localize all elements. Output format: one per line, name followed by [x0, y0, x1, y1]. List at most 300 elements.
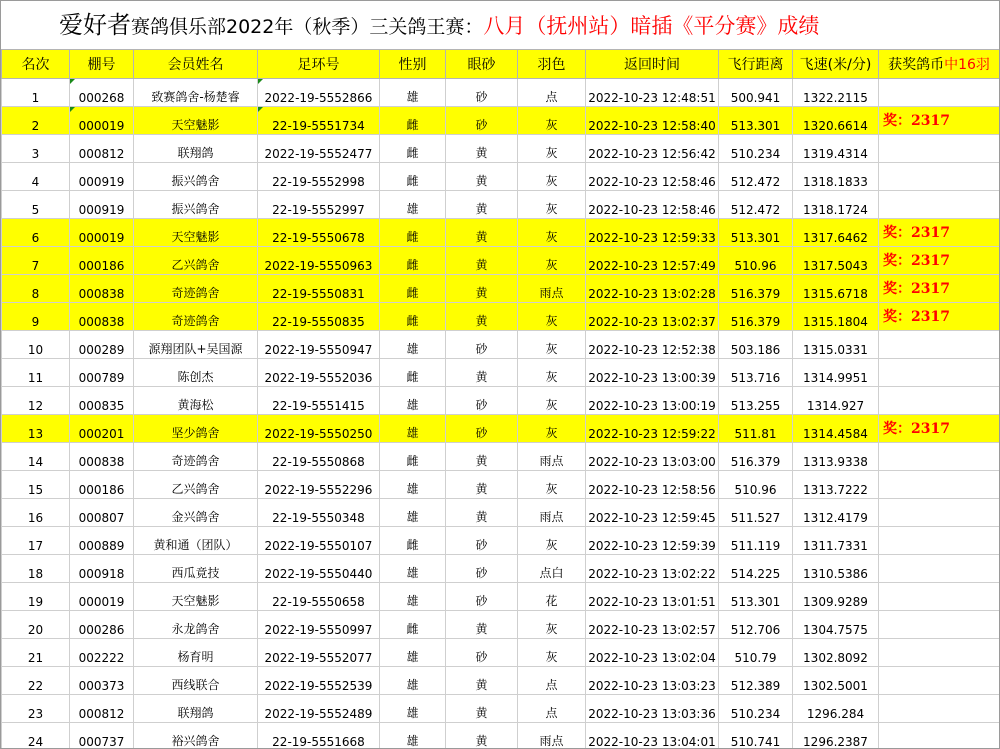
table-row — [2, 135, 1000, 163]
table-row — [2, 667, 1000, 695]
cell-rank: 20 — [2, 611, 70, 639]
cell-award — [879, 443, 1000, 471]
cell-return-time: 2022-10-23 13:00:19 — [586, 387, 719, 415]
cell-distance: 512.389 — [719, 667, 793, 695]
table-row — [2, 387, 1000, 415]
cell-member: 西线联合 — [134, 667, 258, 695]
cell-speed: 1315.6718 — [793, 275, 879, 303]
cell-speed: 1310.5386 — [793, 555, 879, 583]
cell-member: 奇迹鸽舍 — [134, 275, 258, 303]
cell-feather: 灰 — [518, 191, 586, 219]
cell-ring: 2022-19-5552036 — [258, 359, 380, 387]
header-sex: 性别 — [380, 50, 446, 79]
cell-member: 坚少鸽舍 — [134, 415, 258, 443]
cell-return-time: 2022-10-23 13:02:04 — [586, 639, 719, 667]
cell-distance: 516.379 — [719, 443, 793, 471]
header-speed: 飞速(米/分) — [793, 50, 879, 79]
cell-award: 奖：2317 — [879, 247, 1000, 275]
cell-ring: 22-19-5551668 — [258, 723, 380, 749]
cell-member: 金兴鸽舍 — [134, 499, 258, 527]
cell-award — [879, 135, 1000, 163]
cell-member: 天空魅影 — [134, 583, 258, 611]
cell-rank: 7 — [2, 247, 70, 275]
cell-ring: 2022-19-5550107 — [258, 527, 380, 555]
cell-speed: 1296.284 — [793, 695, 879, 723]
cell-sex: 雄 — [380, 471, 446, 499]
cell-sex: 雄 — [380, 415, 446, 443]
cell-ring: 2022-19-5552489 — [258, 695, 380, 723]
cell-ring: 22-19-5551734 — [258, 107, 380, 135]
cell-member: 奇迹鸽舍 — [134, 443, 258, 471]
cell-member: 裕兴鸽舍 — [134, 723, 258, 749]
cell-eye: 砂 — [446, 79, 518, 107]
cell-award — [879, 723, 1000, 749]
cell-award — [879, 667, 1000, 695]
cell-feather: 灰 — [518, 639, 586, 667]
cell-distance: 510.234 — [719, 695, 793, 723]
cell-ring: 22-19-5552997 — [258, 191, 380, 219]
cell-member: 联翔鸽 — [134, 135, 258, 163]
cell-distance: 516.379 — [719, 275, 793, 303]
table-row — [2, 611, 1000, 639]
cell-ring: 2022-19-5550440 — [258, 555, 380, 583]
table-row — [2, 79, 1000, 107]
cell-sex: 雄 — [380, 695, 446, 723]
cell-ring: 22-19-5550831 — [258, 275, 380, 303]
cell-member: 乙兴鸽舍 — [134, 471, 258, 499]
cell-ring: 2022-19-5552296 — [258, 471, 380, 499]
cell-feather: 灰 — [518, 415, 586, 443]
cell-member: 振兴鸽舍 — [134, 163, 258, 191]
cell-shed: 000807 — [70, 499, 134, 527]
cell-ring: 2022-19-5552477 — [258, 135, 380, 163]
cell-shed: 000019 — [70, 583, 134, 611]
table-row — [2, 163, 1000, 191]
cell-sex: 雌 — [380, 527, 446, 555]
cell-shed: 002222 — [70, 639, 134, 667]
cell-sex: 雄 — [380, 667, 446, 695]
cell-rank: 24 — [2, 723, 70, 749]
cell-distance: 513.301 — [719, 107, 793, 135]
cell-shed: 000919 — [70, 163, 134, 191]
cell-distance: 510.96 — [719, 247, 793, 275]
cell-speed: 1302.8092 — [793, 639, 879, 667]
cell-return-time: 2022-10-23 12:58:40 — [586, 107, 719, 135]
cell-member: 黄海松 — [134, 387, 258, 415]
table-row — [2, 443, 1000, 471]
cell-speed: 1312.4179 — [793, 499, 879, 527]
cell-eye: 黄 — [446, 135, 518, 163]
cell-shed: 000889 — [70, 527, 134, 555]
cell-rank: 13 — [2, 415, 70, 443]
cell-award — [879, 583, 1000, 611]
cell-return-time: 2022-10-23 12:59:22 — [586, 415, 719, 443]
cell-award — [879, 359, 1000, 387]
table-row — [2, 583, 1000, 611]
cell-member: 源翔团队+吴国源 — [134, 331, 258, 359]
cell-feather: 灰 — [518, 527, 586, 555]
cell-rank: 14 — [2, 443, 70, 471]
cell-eye: 砂 — [446, 415, 518, 443]
cell-return-time: 2022-10-23 13:02:22 — [586, 555, 719, 583]
cell-feather: 灰 — [518, 359, 586, 387]
cell-member: 致赛鸽舍-杨楚睿 — [134, 79, 258, 107]
cell-shed: 000835 — [70, 387, 134, 415]
cell-feather: 雨点 — [518, 275, 586, 303]
cell-eye: 砂 — [446, 555, 518, 583]
cell-return-time: 2022-10-23 12:52:38 — [586, 331, 719, 359]
cell-shed: 000789 — [70, 359, 134, 387]
cell-rank: 19 — [2, 583, 70, 611]
cell-rank: 1 — [2, 79, 70, 107]
cell-speed: 1313.9338 — [793, 443, 879, 471]
header-shed: 棚号 — [70, 50, 134, 79]
cell-speed: 1309.9289 — [793, 583, 879, 611]
cell-shed: 000289 — [70, 331, 134, 359]
cell-member: 奇迹鸽舍 — [134, 303, 258, 331]
cell-eye: 黄 — [446, 219, 518, 247]
cell-distance: 514.225 — [719, 555, 793, 583]
cell-rank: 2 — [2, 107, 70, 135]
cell-speed: 1296.2387 — [793, 723, 879, 749]
cell-eye: 黄 — [446, 471, 518, 499]
cell-member: 陈创杰 — [134, 359, 258, 387]
cell-sex: 雄 — [380, 555, 446, 583]
cell-distance: 513.301 — [719, 583, 793, 611]
cell-return-time: 2022-10-23 12:58:56 — [586, 471, 719, 499]
header-award-label: 获奖鸽币 — [888, 57, 945, 73]
cell-shed: 000838 — [70, 443, 134, 471]
cell-award — [879, 527, 1000, 555]
cell-distance: 512.706 — [719, 611, 793, 639]
table-row — [2, 723, 1000, 749]
cell-rank: 16 — [2, 499, 70, 527]
cell-shed: 000812 — [70, 135, 134, 163]
cell-award — [879, 611, 1000, 639]
cell-speed: 1318.1833 — [793, 163, 879, 191]
cell-shed: 000838 — [70, 303, 134, 331]
cell-eye: 黄 — [446, 667, 518, 695]
cell-return-time: 2022-10-23 12:58:46 — [586, 163, 719, 191]
cell-shed: 000019 — [70, 219, 134, 247]
cell-ring: 22-19-5552998 — [258, 163, 380, 191]
table-row — [2, 275, 1000, 303]
cell-award — [879, 695, 1000, 723]
cell-rank: 9 — [2, 303, 70, 331]
cell-distance: 511.527 — [719, 499, 793, 527]
cell-return-time: 2022-10-23 13:04:01 — [586, 723, 719, 749]
cell-member: 天空魅影 — [134, 107, 258, 135]
cell-member: 杨育明 — [134, 639, 258, 667]
cell-award: 奖：2317 — [879, 107, 1000, 135]
cell-return-time: 2022-10-23 12:59:33 — [586, 219, 719, 247]
cell-shed: 000186 — [70, 247, 134, 275]
cell-shed: 000838 — [70, 275, 134, 303]
table-row — [2, 107, 1000, 135]
cell-speed: 1320.6614 — [793, 107, 879, 135]
header-row — [2, 50, 1000, 79]
cell-feather: 灰 — [518, 303, 586, 331]
cell-eye: 黄 — [446, 359, 518, 387]
cell-rank: 11 — [2, 359, 70, 387]
cell-ring: 22-19-5550678 — [258, 219, 380, 247]
table-row — [2, 527, 1000, 555]
cell-shed: 000201 — [70, 415, 134, 443]
cell-feather: 灰 — [518, 471, 586, 499]
cell-distance: 510.96 — [719, 471, 793, 499]
cell-eye: 黄 — [446, 247, 518, 275]
cell-eye: 黄 — [446, 723, 518, 749]
cell-return-time: 2022-10-23 13:03:23 — [586, 667, 719, 695]
title-club-name: 爱好者 — [59, 11, 131, 39]
cell-ring: 2022-19-5550997 — [258, 611, 380, 639]
cell-feather: 花 — [518, 583, 586, 611]
table-row — [2, 359, 1000, 387]
cell-ring: 22-19-5550868 — [258, 443, 380, 471]
cell-award: 奖：2317 — [879, 219, 1000, 247]
cell-award: 奖：2317 — [879, 303, 1000, 331]
cell-shed: 000286 — [70, 611, 134, 639]
cell-return-time: 2022-10-23 13:00:39 — [586, 359, 719, 387]
cell-award — [879, 639, 1000, 667]
table-row — [2, 695, 1000, 723]
cell-return-time: 2022-10-23 12:57:49 — [586, 247, 719, 275]
cell-speed: 1314.4584 — [793, 415, 879, 443]
cell-rank: 22 — [2, 667, 70, 695]
results-table — [1, 49, 1000, 749]
cell-return-time: 2022-10-23 13:02:57 — [586, 611, 719, 639]
cell-member: 天空魅影 — [134, 219, 258, 247]
cell-speed: 1322.2115 — [793, 79, 879, 107]
cell-award — [879, 555, 1000, 583]
cell-member: 乙兴鸽舍 — [134, 247, 258, 275]
cell-speed: 1315.0331 — [793, 331, 879, 359]
cell-rank: 10 — [2, 331, 70, 359]
cell-distance: 513.301 — [719, 219, 793, 247]
cell-speed: 1304.7575 — [793, 611, 879, 639]
title-event: 赛鸽俱乐部2022年（秋季）三关鸽王赛： — [131, 16, 484, 38]
header-ring: 足环号 — [258, 50, 380, 79]
table-row — [2, 303, 1000, 331]
cell-rank: 18 — [2, 555, 70, 583]
cell-award — [879, 499, 1000, 527]
cell-distance: 510.79 — [719, 639, 793, 667]
table-row — [2, 499, 1000, 527]
cell-eye: 黄 — [446, 275, 518, 303]
cell-feather: 灰 — [518, 107, 586, 135]
cell-rank: 3 — [2, 135, 70, 163]
cell-award: 奖：2317 — [879, 415, 1000, 443]
cell-ring: 22-19-5550348 — [258, 499, 380, 527]
cell-speed: 1302.5001 — [793, 667, 879, 695]
table-row — [2, 331, 1000, 359]
cell-speed: 1317.6462 — [793, 219, 879, 247]
cell-eye: 黄 — [446, 695, 518, 723]
cell-feather: 雨点 — [518, 443, 586, 471]
table-row — [2, 191, 1000, 219]
cell-return-time: 2022-10-23 13:01:51 — [586, 583, 719, 611]
cell-return-time: 2022-10-23 13:03:00 — [586, 443, 719, 471]
cell-eye: 黄 — [446, 163, 518, 191]
cell-shed: 000268 — [70, 79, 134, 107]
cell-eye: 砂 — [446, 107, 518, 135]
table-row — [2, 555, 1000, 583]
cell-eye: 砂 — [446, 639, 518, 667]
cell-feather: 点 — [518, 79, 586, 107]
cell-rank: 4 — [2, 163, 70, 191]
cell-shed: 000186 — [70, 471, 134, 499]
cell-sex: 雄 — [380, 639, 446, 667]
cell-feather: 灰 — [518, 387, 586, 415]
cell-speed: 1318.1724 — [793, 191, 879, 219]
cell-distance: 510.741 — [719, 723, 793, 749]
cell-return-time: 2022-10-23 12:48:51 — [586, 79, 719, 107]
table-row — [2, 247, 1000, 275]
cell-speed: 1317.5043 — [793, 247, 879, 275]
cell-member: 联翔鸽 — [134, 695, 258, 723]
cell-eye: 黄 — [446, 191, 518, 219]
cell-return-time: 2022-10-23 12:56:42 — [586, 135, 719, 163]
cell-ring: 2022-19-5550963 — [258, 247, 380, 275]
cell-award: 奖：2317 — [879, 275, 1000, 303]
cell-ring: 2022-19-5550250 — [258, 415, 380, 443]
cell-rank: 15 — [2, 471, 70, 499]
cell-sex: 雄 — [380, 583, 446, 611]
table-row — [2, 639, 1000, 667]
header-rank: 名次 — [2, 50, 70, 79]
cell-eye: 砂 — [446, 331, 518, 359]
cell-rank: 23 — [2, 695, 70, 723]
header-return-time: 返回时间 — [586, 50, 719, 79]
cell-return-time: 2022-10-23 12:59:45 — [586, 499, 719, 527]
cell-sex: 雌 — [380, 611, 446, 639]
cell-distance: 512.472 — [719, 191, 793, 219]
cell-eye: 黄 — [446, 611, 518, 639]
cell-feather: 点 — [518, 695, 586, 723]
cell-sex: 雄 — [380, 723, 446, 749]
header-award — [879, 50, 1000, 79]
header-eye: 眼砂 — [446, 50, 518, 79]
cell-return-time: 2022-10-23 13:02:28 — [586, 275, 719, 303]
cell-distance: 511.81 — [719, 415, 793, 443]
cell-speed: 1314.9951 — [793, 359, 879, 387]
cell-sex: 雄 — [380, 191, 446, 219]
cell-sex: 雌 — [380, 275, 446, 303]
cell-sex: 雌 — [380, 359, 446, 387]
cell-sex: 雌 — [380, 107, 446, 135]
cell-award — [879, 331, 1000, 359]
cell-shed: 000737 — [70, 723, 134, 749]
cell-sex: 雌 — [380, 219, 446, 247]
page-title — [1, 1, 999, 49]
cell-distance: 516.379 — [719, 303, 793, 331]
cell-eye: 砂 — [446, 387, 518, 415]
table-row — [2, 219, 1000, 247]
cell-ring: 22-19-5550658 — [258, 583, 380, 611]
cell-speed: 1314.927 — [793, 387, 879, 415]
cell-sex: 雄 — [380, 387, 446, 415]
cell-feather: 灰 — [518, 163, 586, 191]
cell-distance: 510.234 — [719, 135, 793, 163]
cell-speed: 1311.7331 — [793, 527, 879, 555]
table-row — [2, 471, 1000, 499]
cell-rank: 6 — [2, 219, 70, 247]
cell-sex: 雌 — [380, 163, 446, 191]
cell-distance: 512.472 — [719, 163, 793, 191]
cell-ring: 2022-19-5552539 — [258, 667, 380, 695]
cell-member: 永龙鸽舍 — [134, 611, 258, 639]
cell-speed: 1313.7222 — [793, 471, 879, 499]
header-award-count: 中16羽 — [944, 57, 990, 73]
cell-rank: 5 — [2, 191, 70, 219]
header-distance: 飞行距离 — [719, 50, 793, 79]
header-feather: 羽色 — [518, 50, 586, 79]
cell-ring: 2022-19-5552077 — [258, 639, 380, 667]
cell-feather: 雨点 — [518, 723, 586, 749]
cell-ring: 22-19-5551415 — [258, 387, 380, 415]
cell-sex: 雄 — [380, 499, 446, 527]
cell-feather: 点 — [518, 667, 586, 695]
cell-sex: 雌 — [380, 247, 446, 275]
cell-member: 西瓜竟技 — [134, 555, 258, 583]
cell-award — [879, 387, 1000, 415]
cell-eye: 砂 — [446, 527, 518, 555]
cell-feather: 灰 — [518, 331, 586, 359]
cell-feather: 灰 — [518, 135, 586, 163]
cell-return-time: 2022-10-23 12:58:46 — [586, 191, 719, 219]
header-member: 会员姓名 — [134, 50, 258, 79]
cell-return-time: 2022-10-23 12:59:39 — [586, 527, 719, 555]
cell-feather: 灰 — [518, 219, 586, 247]
cell-rank: 12 — [2, 387, 70, 415]
cell-eye: 黄 — [446, 443, 518, 471]
cell-award — [879, 191, 1000, 219]
cell-distance: 511.119 — [719, 527, 793, 555]
cell-member: 黄和通（团队） — [134, 527, 258, 555]
cell-speed: 1319.4314 — [793, 135, 879, 163]
cell-distance: 500.941 — [719, 79, 793, 107]
cell-sex: 雌 — [380, 135, 446, 163]
cell-shed: 000918 — [70, 555, 134, 583]
cell-distance: 503.186 — [719, 331, 793, 359]
cell-rank: 8 — [2, 275, 70, 303]
cell-shed: 000919 — [70, 191, 134, 219]
table-row — [2, 415, 1000, 443]
cell-sex: 雄 — [380, 331, 446, 359]
cell-shed: 000373 — [70, 667, 134, 695]
cell-sex: 雌 — [380, 443, 446, 471]
cell-shed: 000812 — [70, 695, 134, 723]
cell-distance: 513.716 — [719, 359, 793, 387]
cell-feather: 雨点 — [518, 499, 586, 527]
cell-eye: 黄 — [446, 499, 518, 527]
cell-ring: 2022-19-5552866 — [258, 79, 380, 107]
cell-return-time: 2022-10-23 13:02:37 — [586, 303, 719, 331]
cell-return-time: 2022-10-23 13:03:36 — [586, 695, 719, 723]
cell-ring: 2022-19-5550947 — [258, 331, 380, 359]
cell-award — [879, 79, 1000, 107]
cell-ring: 22-19-5550835 — [258, 303, 380, 331]
cell-shed: 000019 — [70, 107, 134, 135]
cell-eye: 黄 — [446, 303, 518, 331]
cell-rank: 17 — [2, 527, 70, 555]
cell-feather: 灰 — [518, 611, 586, 639]
cell-feather: 灰 — [518, 247, 586, 275]
title-race-name: 八月（抚州站）暗插《平分赛》成绩 — [483, 14, 820, 38]
cell-member: 振兴鸽舍 — [134, 191, 258, 219]
cell-speed: 1315.1804 — [793, 303, 879, 331]
cell-sex: 雄 — [380, 79, 446, 107]
